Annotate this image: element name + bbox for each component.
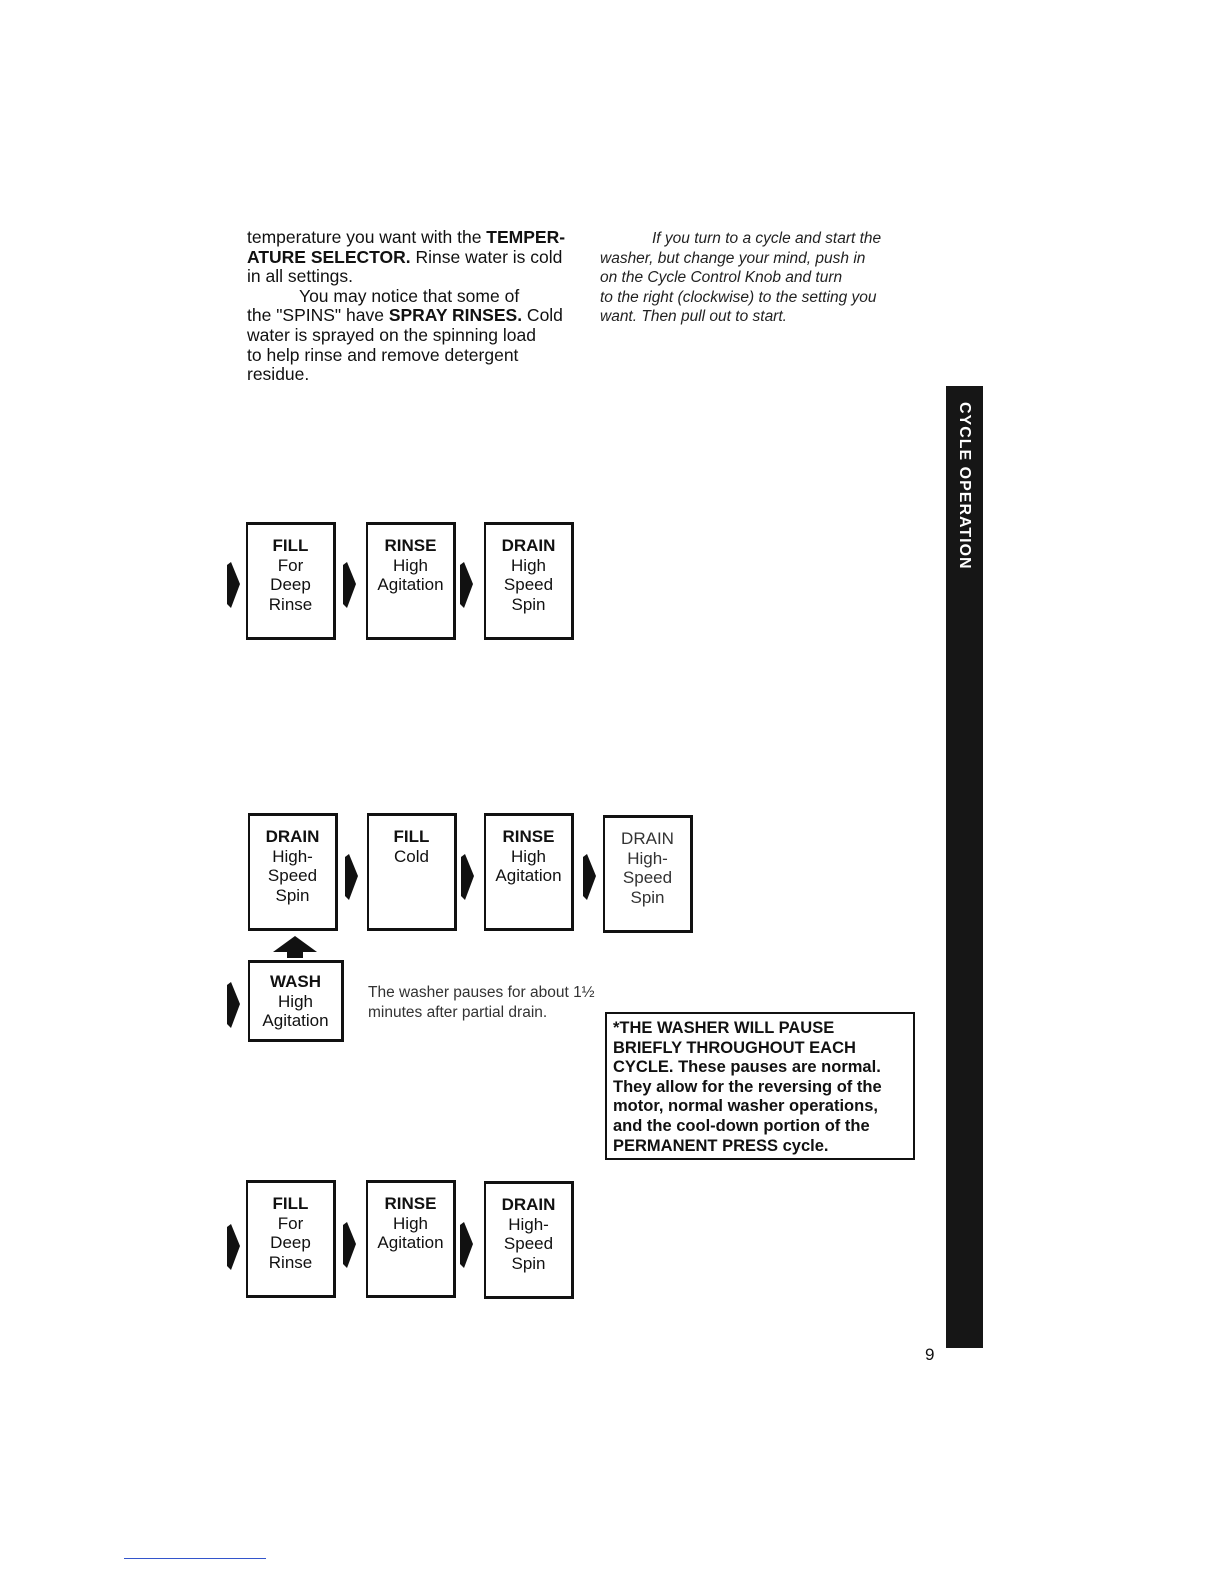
tip-line5: want. Then pull out to start. [600,308,787,326]
intro-line8: residue. [247,364,310,385]
arrow-right-icon [342,562,357,608]
d1-rinse-line: Agitation [377,575,444,594]
d1-fill-box [246,522,336,640]
intro-line5-bold: SPRAY RINSES. [388,305,523,326]
d1-drain-line: Speed [503,575,554,594]
d2-drain-line: Speed [267,866,318,885]
arrow-right-icon [226,562,241,608]
d3-drain-line: High- [508,1214,549,1234]
d2-rinse-line: High [511,846,546,866]
d3-fill-line: For [277,1213,304,1233]
intro-line6: water is sprayed on the spinning load [247,324,536,345]
d3-fill-line: Deep [270,1233,311,1252]
d2-rinse-line: Agitation [495,866,562,885]
d2-drain-title: DRAIN [265,827,320,846]
d2-rinse-title: RINSE [502,827,555,846]
d3-fill-title: FILL [272,1194,309,1213]
d1-fill-title: FILL [272,536,309,555]
d2-drain-line: High- [272,846,313,866]
d2-drain-final-box [603,815,693,933]
d3-rinse-box [366,1180,456,1298]
d1-rinse-line: High [393,555,428,575]
d3-rinse-line: Agitation [377,1233,444,1252]
arrow-up-icon [273,936,317,958]
d2-drain-final-line: Speed [622,868,673,887]
d1-fill-line: Rinse [268,594,313,614]
d2-drain-final-line: Spin [630,887,665,907]
arrow-right-icon [459,562,474,608]
d3-rinse-title: RINSE [384,1194,437,1213]
d3-drain-box [484,1181,574,1299]
pause-warning-box [605,1012,915,1160]
pause-note-line2: minutes after partial drain. [368,1003,548,1021]
d3-drain-line: Speed [503,1234,554,1253]
tip-paragraph [600,229,940,327]
intro-line1-bold: TEMPER- [486,227,566,247]
arrow-right-icon [582,854,597,900]
d2-wash-box [248,960,344,1042]
d2-fill-title: FILL [393,827,430,846]
arrow-right-icon [226,982,241,1028]
d1-drain-line: High [511,555,546,575]
d2-fill-box [367,813,457,931]
section-tab [946,386,983,1348]
d1-drain-title: DRAIN [501,536,556,555]
d3-rinse-line: High [393,1213,428,1233]
intro-line2-text: Rinse water is cold [410,246,563,267]
d2-drain-box [248,813,338,931]
d3-drain-line: Spin [511,1253,546,1273]
warning-lead: *THE WASHER WILL PAUSE BRIEFLY THROUGHOUT EACH CYCLE. [613,1019,856,1077]
d2-wash-line: High [278,991,313,1011]
d2-drain-line: Spin [275,885,310,905]
intro-line4: You may notice that some of [299,285,520,306]
d3-fill-line: Rinse [268,1252,313,1272]
d2-drain-final-line: High- [627,848,668,868]
d1-drain-line: Spin [511,594,546,614]
intro-line5-text: the "SPINS" have [247,305,389,326]
arrow-right-icon [459,1222,474,1268]
d3-fill-box [246,1180,336,1298]
intro-line5-post: Cold [522,305,563,326]
d1-drain-box [484,522,574,640]
tip-line2: washer, but change your mind, push in [600,249,866,267]
footer-rule [124,1558,266,1559]
tip-line4: to the right (clockwise) to the setting you [600,288,877,306]
d2-fill-line: Cold [394,846,429,866]
tip-line3: on the Cycle Control Knob and turn [600,269,843,287]
d2-drain-final-title: DRAIN [621,829,674,848]
d3-drain-title: DRAIN [501,1195,556,1214]
intro-paragraph [247,228,587,385]
d1-fill-line: For [277,555,304,575]
arrow-right-icon [342,1222,357,1268]
tip-line1: If you turn to a cycle and start the [652,230,882,247]
d2-wash-line: Agitation [262,1011,329,1030]
intro-line1-text: temperature you want with the [247,227,487,247]
arrow-right-icon [226,1224,241,1270]
arrow-right-icon [460,854,475,900]
intro-line3: in all settings. [247,266,354,287]
d1-fill-line: Deep [270,575,311,594]
page-number: 9 [925,1345,935,1364]
d1-rinse-title: RINSE [384,536,437,555]
warning-body: These pauses are normal. They allow for the reversing of the motor, normal washer operations, and the cool-down portion of the PERMANENT PRESS cycle. [613,1058,882,1155]
pause-note-line1: The washer pauses for about 1½ [368,984,595,1001]
d2-rinse-box [484,813,574,931]
arrow-right-icon [344,854,359,900]
intro-line2-bold: ATURE SELECTOR. [247,246,411,267]
intro-line7: to help rinse and remove detergent [247,344,519,365]
d1-rinse-box [366,522,456,640]
d2-wash-title: WASH [270,972,321,991]
section-tab-label: CYCLE OPERATION [956,402,973,570]
